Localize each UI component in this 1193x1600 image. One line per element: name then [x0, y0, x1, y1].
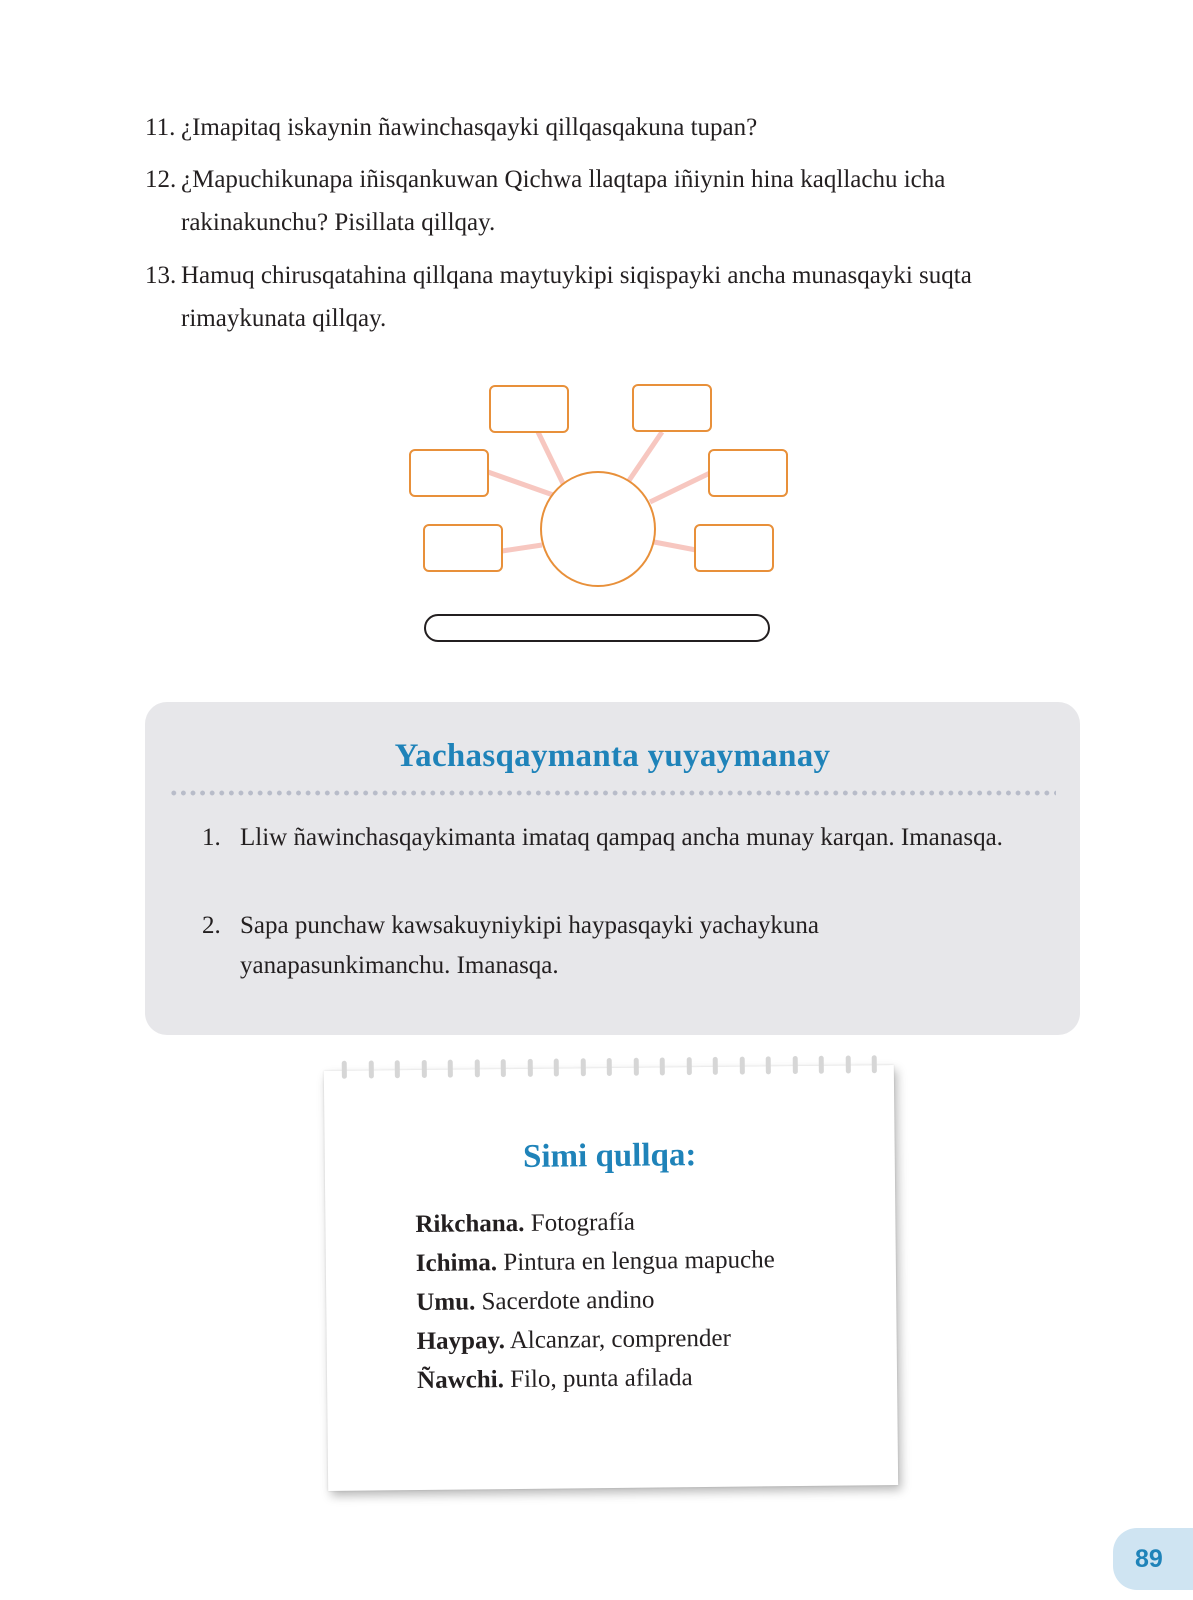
question-text: Hamuq chirusqatahina qillqana maytuykipi siqispayki ancha munasqayki suqta rimaykunata qillqay.	[181, 262, 972, 332]
spiral-hole	[607, 1058, 612, 1076]
glossary-entry	[416, 1279, 836, 1322]
glossary-definition: Alcanzar, comprender	[509, 1324, 731, 1355]
spoke	[654, 542, 696, 550]
spoke	[628, 432, 662, 482]
spiral-hole	[580, 1058, 585, 1076]
glossary-list	[415, 1201, 837, 1400]
question-13	[145, 254, 1065, 340]
spiral-hole	[527, 1059, 532, 1077]
empty-box	[424, 525, 502, 571]
glossary-term: Umu.	[416, 1288, 476, 1317]
glossary-definition: Fotografía	[530, 1208, 636, 1237]
question-11	[145, 106, 1065, 149]
question-text: ¿Mapuchikunapa iñisqankuwan Qichwa llaqtapa iñiynin hina kaqllachu icha rakinakunchu? Pisillata qillqay.	[181, 166, 946, 236]
spiral-holes	[332, 1055, 886, 1089]
spiral-hole	[739, 1057, 744, 1075]
page-number: 89	[1113, 1528, 1193, 1590]
panel-item-1	[202, 818, 1032, 858]
spiral-hole	[448, 1060, 453, 1078]
spiral-hole	[342, 1061, 347, 1079]
glossary-definition: Sacerdote andino	[481, 1286, 655, 1316]
empty-box	[633, 385, 711, 431]
spoke	[502, 545, 542, 551]
spiral-hole	[501, 1059, 506, 1077]
spiral-hole	[421, 1060, 426, 1078]
spiral-hole	[368, 1060, 373, 1078]
question-text: ¿Imapitaq iskaynin ñawinchasqayki qillqasqakuna tupan?	[181, 114, 758, 141]
spiral-hole	[766, 1056, 771, 1074]
glossary-term: Ichima.	[415, 1249, 498, 1278]
spiral-hole	[872, 1055, 877, 1073]
spiral-hole	[633, 1058, 638, 1076]
spiral-hole	[686, 1057, 691, 1075]
empty-box	[695, 525, 773, 571]
glossary-entry	[416, 1240, 836, 1283]
glossary-entry	[417, 1357, 837, 1400]
empty-box	[410, 450, 488, 496]
dotted-divider	[169, 790, 1056, 796]
item-number: 2.	[202, 912, 221, 939]
spiral-hole	[792, 1056, 797, 1074]
glossary-definition: Filo, punta afilada	[509, 1364, 693, 1394]
spiral-hole	[554, 1059, 559, 1077]
glossary-entry	[415, 1201, 835, 1244]
question-12	[145, 158, 1065, 244]
panel-item-2	[202, 906, 1032, 986]
item-text: Lliw ñawinchasqaykimanta imataq qampaq ancha munay karqan. Imanasqa.	[240, 824, 1003, 851]
glossary-entry	[416, 1318, 836, 1361]
empty-box	[709, 450, 787, 496]
question-number: 12.	[145, 166, 177, 193]
item-text: Sapa punchaw kawsakuyniykipi haypasqayki yachaykuna yanapasunkimanchu. Imanasqa.	[240, 912, 820, 979]
question-number: 11.	[145, 114, 176, 141]
glossary-title: Simi qullqa:	[522, 1137, 697, 1175]
glossary-term: Rikchana.	[415, 1209, 525, 1239]
spiral-hole	[474, 1059, 479, 1077]
glossary-definition: Pintura en lengua mapuche	[503, 1246, 775, 1277]
spoke	[488, 472, 556, 496]
center-circle	[541, 472, 655, 586]
spiral-hole	[395, 1060, 400, 1078]
spoke	[650, 472, 712, 502]
reflection-panel	[145, 702, 1080, 1035]
glossary-term: Haypay.	[416, 1327, 506, 1356]
panel-title: Yachasqaymanta yuyaymanay	[394, 738, 831, 774]
item-number: 1.	[202, 824, 221, 851]
glossary-note	[324, 1065, 898, 1491]
spiral-hole	[660, 1057, 665, 1075]
title-bar	[425, 615, 769, 641]
question-number: 13.	[145, 262, 177, 289]
spiral-hole	[819, 1056, 824, 1074]
spiral-hole	[713, 1057, 718, 1075]
glossary-term: Ñawchi.	[416, 1366, 505, 1395]
mind-map-diagram	[400, 380, 820, 660]
spiral-hole	[845, 1055, 850, 1073]
empty-box	[490, 386, 568, 432]
